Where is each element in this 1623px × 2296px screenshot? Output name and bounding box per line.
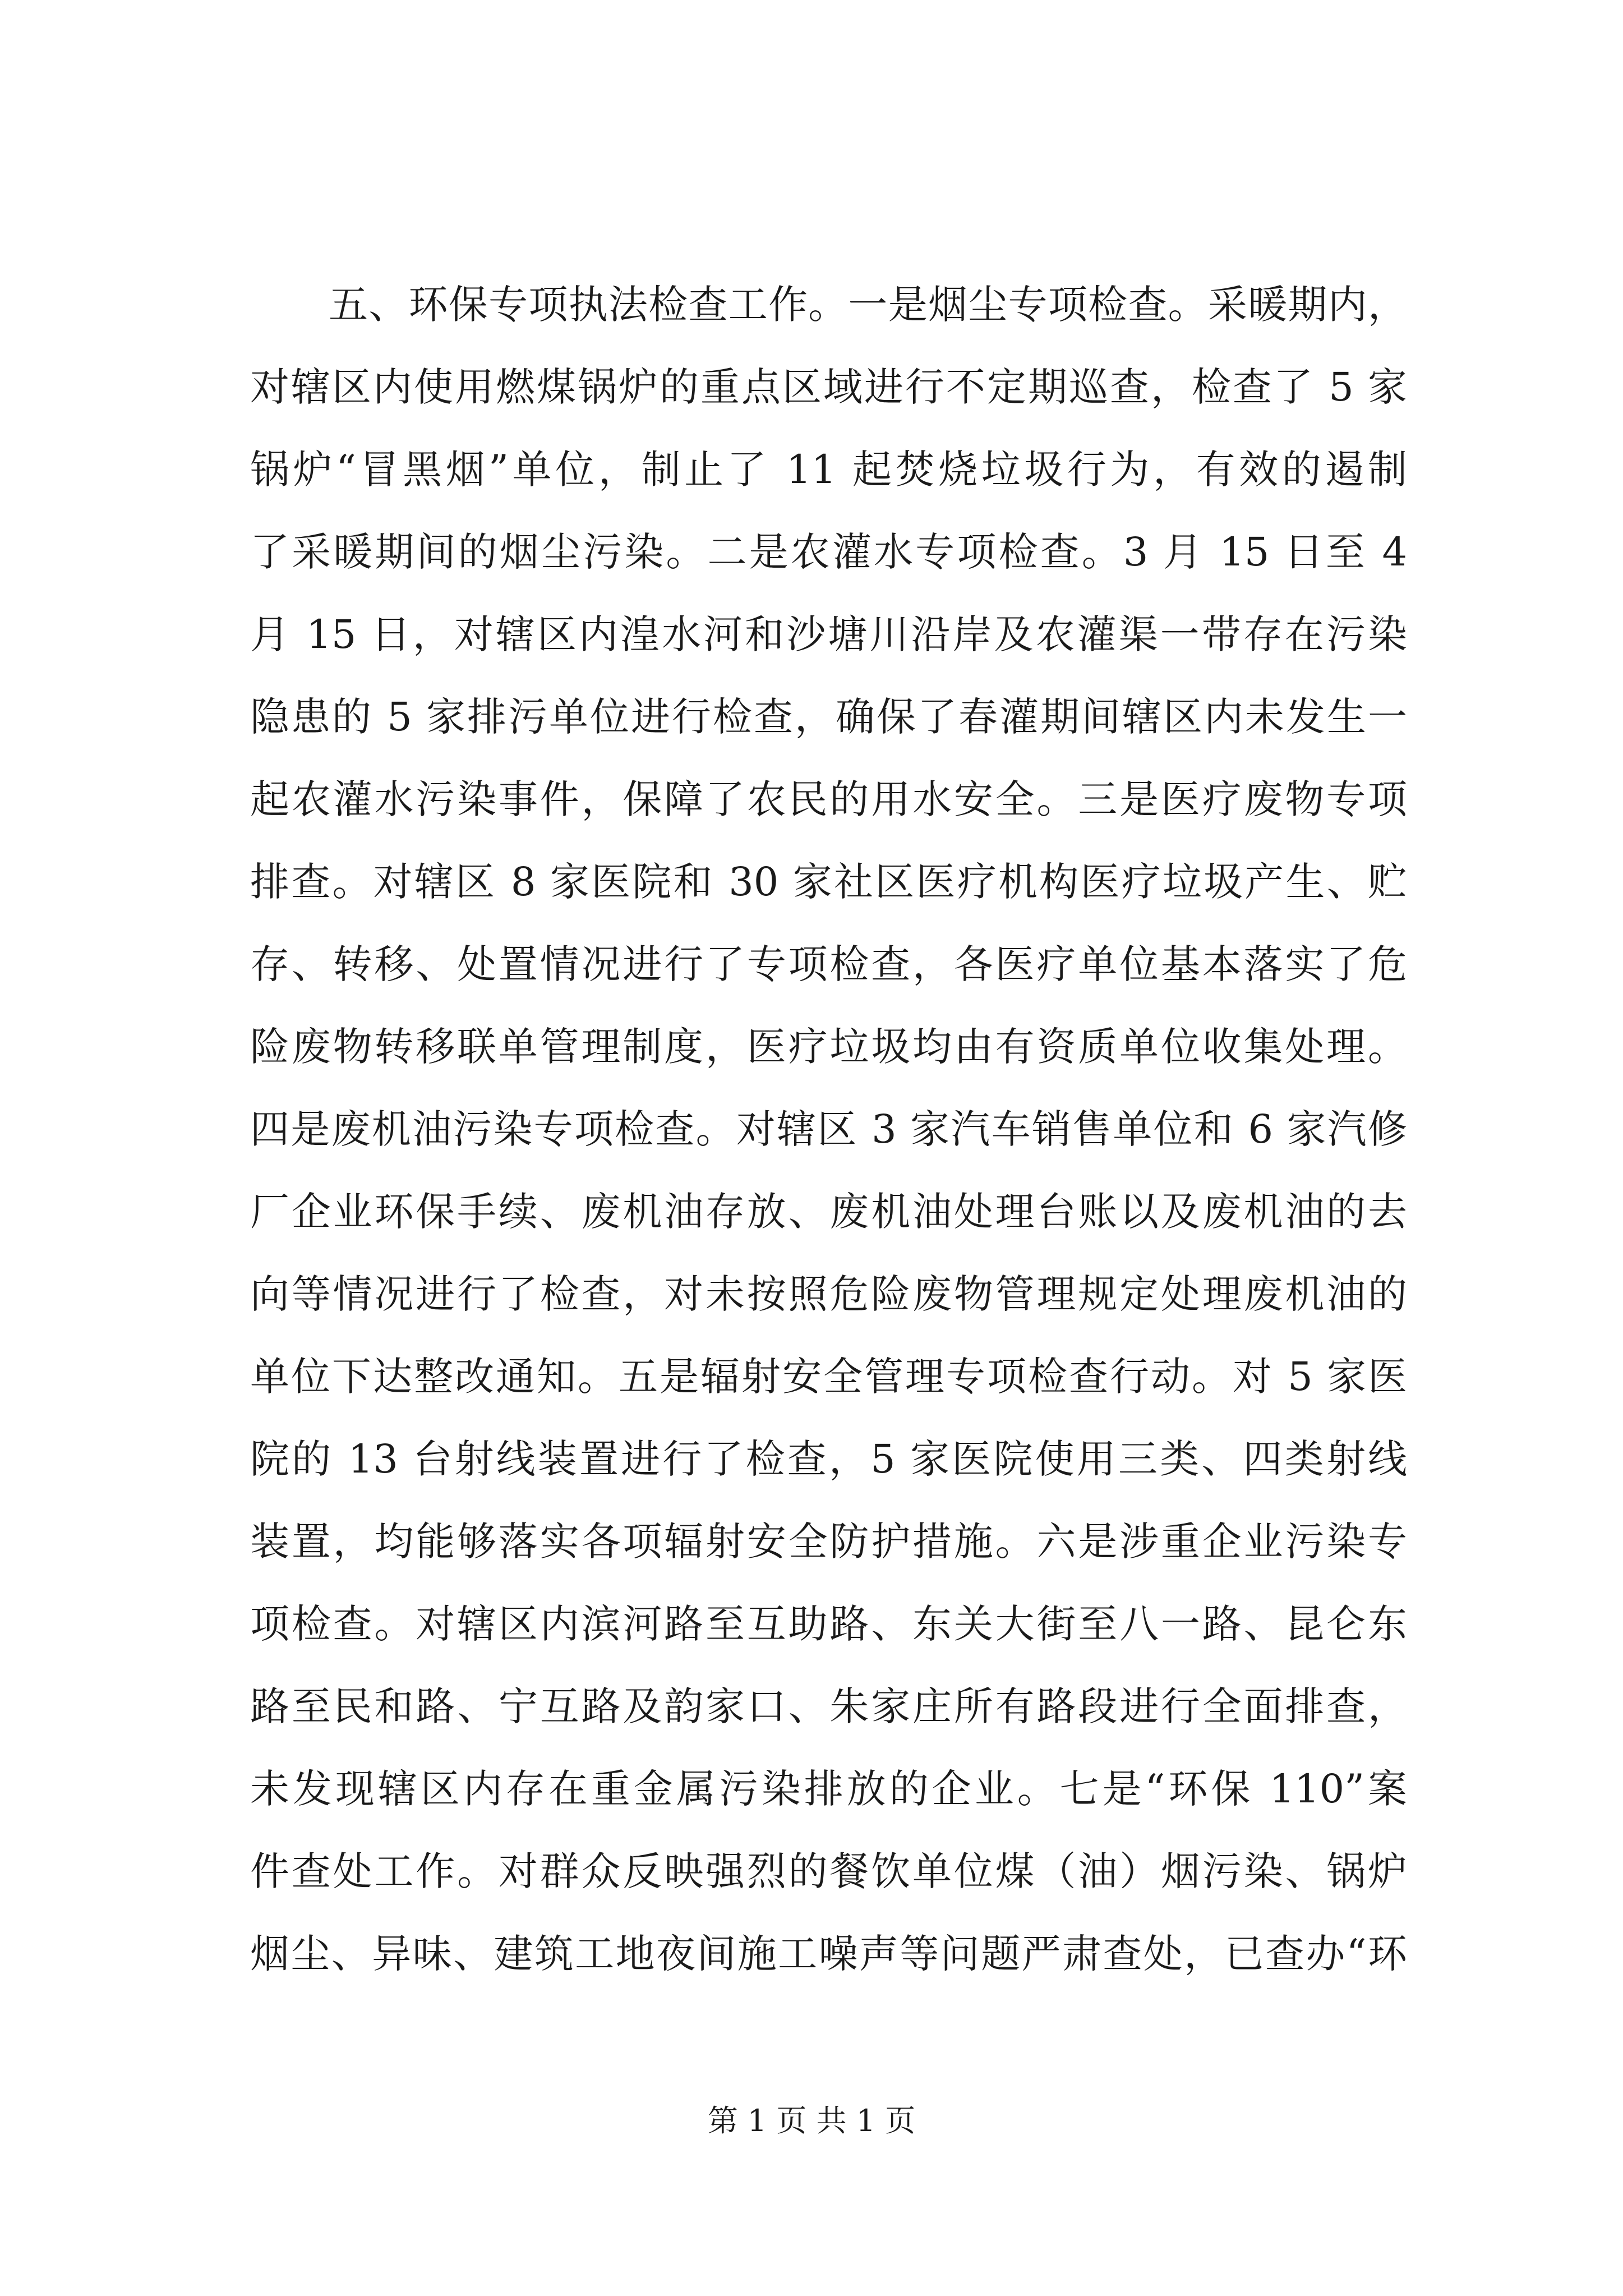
- body-paragraph: [250, 264, 1407, 1995]
- paragraph-line: 院的 13 台射线装置进行了检查，5 家医院使用三类、四类射线: [250, 1436, 1407, 1482]
- paragraph-line: 路至民和路、宁互路及韵家口、朱家庄所有路段进行全面排查，: [250, 1683, 1407, 1729]
- paragraph-line: 件查处工作。对群众反映强烈的餐饮单位煤（油）烟污染、锅炉: [250, 1848, 1407, 1894]
- paragraph-line: 单位下达整改通知。五是辐射安全管理专项检查行动。对 5 家医: [250, 1354, 1407, 1400]
- paragraph-line: 未发现辖区内存在重金属污染排放的企业。七是“环保 110”案: [250, 1766, 1407, 1812]
- paragraph-line: 装置，均能够落实各项辐射安全防护措施。六是涉重企业污染专: [250, 1519, 1407, 1565]
- paragraph-line: 五、环保专项执法检查工作。一是烟尘专项检查。采暖期内，: [329, 282, 1407, 328]
- paragraph-line: 烟尘、异味、建筑工地夜间施工噪声等问题严肃查处，已查办“环: [250, 1931, 1407, 1977]
- paragraph-line: 存、转移、处置情况进行了专项检查，各医疗单位基本落实了危: [250, 941, 1407, 987]
- paragraph-line: 锅炉“冒黑烟”单位，制止了 11 起焚烧垃圾行为，有效的遏制: [250, 447, 1407, 493]
- paragraph-line: 月 15 日，对辖区内湟水河和沙塘川沿岸及农灌渠一带存在污染: [250, 611, 1407, 657]
- paragraph-line: 隐患的 5 家排污单位进行检查，确保了春灌期间辖区内未发生一: [250, 694, 1407, 740]
- paragraph-line: 了采暖期间的烟尘污染。二是农灌水专项检查。3 月 15 日至 4: [250, 529, 1407, 575]
- paragraph-line: 项检查。对辖区内滨河路至互助路、东关大街至八一路、昆仑东: [250, 1601, 1407, 1647]
- page-number-footer: 第 1 页 共 1 页: [707, 2103, 916, 2138]
- paragraph-line: 排查。对辖区 8 家医院和 30 家社区医疗机构医疗垃圾产生、贮: [250, 859, 1407, 905]
- paragraph-line: 厂企业环保手续、废机油存放、废机油处理台账以及废机油的去: [250, 1189, 1407, 1235]
- paragraph-line: 向等情况进行了检查，对未按照危险废物管理规定处理废机油的: [250, 1271, 1407, 1317]
- paragraph-line: 起农灌水污染事件，保障了农民的用水安全。三是医疗废物专项: [250, 776, 1407, 822]
- paragraph-line: 四是废机油污染专项检查。对辖区 3 家汽车销售单位和 6 家汽修: [250, 1106, 1407, 1152]
- paragraph-line: 对辖区内使用燃煤锅炉的重点区域进行不定期巡查，检查了 5 家: [250, 364, 1407, 410]
- paragraph-line: 险废物转移联单管理制度，医疗垃圾均由有资质单位收集处理。: [250, 1024, 1407, 1070]
